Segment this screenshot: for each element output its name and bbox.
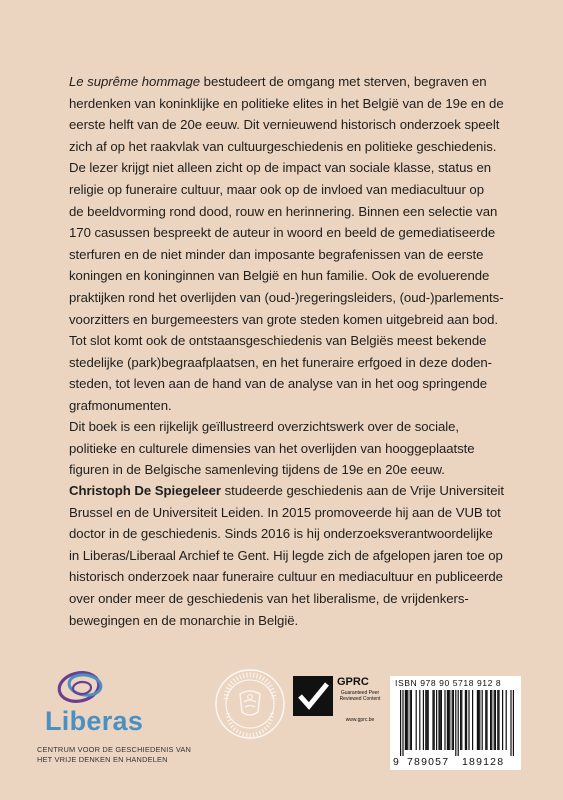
ean-first-digit: 9 (393, 756, 401, 768)
barcode-bar (502, 690, 503, 750)
blurb-line (69, 93, 509, 115)
summary-line: Dit boek is een rijkelijk geïllustreerd overzichtswerk over de sociale, (69, 419, 460, 434)
barcode-bar (497, 690, 498, 750)
barcode-bar (444, 690, 445, 750)
author-line: over onder meer de geschiedenis van het liberalisme, de vrijdenkers- (69, 590, 469, 606)
summary-line: figuren in de Belgische samenleving tijdens de 19e en 20e eeuw. (69, 462, 445, 478)
author-paragraph (69, 480, 509, 631)
blurb-line-text: koningen en koninginnen van België en hun familie. Ook de evoluerende (69, 268, 490, 284)
barcode-bar (447, 690, 448, 750)
barcode-bar (506, 690, 507, 750)
blurb-line-text: steden, tot leven aan de hand van de analyse van in het oog springende (69, 376, 488, 392)
barcode-bars (390, 690, 521, 756)
author-line-text: studeerde geschiedenis aan de Vrije Universiteit (221, 483, 504, 498)
blurb-line (69, 157, 509, 179)
liberas-wordmark: Liberas (45, 706, 144, 736)
barcode-bar (400, 690, 401, 756)
blurb-line-text: voorzitters en burgemeesters van grote steden komen uitgebreid aan bod. (69, 311, 498, 327)
checkmark-icon (293, 676, 333, 716)
blurb-line-text: herdenken van koninklijke en politieke elites in het België van de 19e en de (69, 95, 504, 111)
barcode-bar (466, 690, 467, 750)
author-bio (69, 480, 509, 631)
blurb-line (69, 136, 509, 158)
barcode-bar (410, 690, 411, 750)
author-line: doctor in de geschiedenis. Sinds 2016 is hij onderzoeksverantwoordelijke (69, 526, 493, 542)
blurb-line-text: eerste helft van de 20e eeuw. Dit vernieuwend historisch onderzoek speelt (69, 117, 500, 133)
ean-left-group: 789057 (407, 756, 450, 768)
summary-paragraph (69, 416, 509, 481)
barcode-bar (405, 690, 406, 750)
barcode-bar (460, 690, 461, 750)
barcode-bar (402, 690, 403, 756)
blurb-line-text: zich af op het raakvlak van cultuurgeschiedenis en politieke geschiedenis. (69, 138, 497, 154)
barcode-bar (440, 690, 441, 750)
blurb-line-text: grafmonumenten. (69, 397, 172, 413)
barcode-bar (477, 690, 478, 750)
author-line: bewegingen en de monarchie in België. (69, 612, 299, 628)
barcode-bar (482, 690, 483, 750)
university-seal-icon (214, 668, 286, 740)
barcode-bar (434, 690, 435, 750)
gprc-caption: Guaranteed Peer Reviewed Content (339, 690, 381, 703)
barcode-bar (478, 690, 479, 750)
barcode-bar (491, 690, 492, 750)
blurb-line-text: religie op funeraire cultuur, maar ook op de invloed van mediacultuur op (69, 181, 484, 197)
ean-right-group: 189128 (462, 756, 505, 768)
barcode-bar (407, 690, 408, 750)
blurb-line (69, 71, 509, 93)
author-line: Brussel en de Universiteit Leiden. In 2015 promoveerde hij aan de VUB tot (69, 504, 501, 520)
isbn-label: ISBN 978 90 5718 912 8 (395, 678, 502, 688)
blurb-line-text: de beeldvorming rond dood, rouw en herinnering. Binnen een selectie van (69, 203, 498, 219)
blurb-line (69, 352, 509, 374)
barcode-bar (490, 690, 491, 750)
barcode-bar (494, 690, 495, 750)
barcode-bar (452, 690, 453, 750)
liberas-logo (37, 668, 195, 768)
blurb-line (69, 373, 509, 395)
barcode-bar (432, 690, 433, 750)
blurb-paragraph (69, 71, 509, 417)
author-line (69, 480, 509, 502)
gprc-title: GPRC (337, 676, 369, 688)
barcode-bar (438, 690, 439, 750)
barcode-bar (468, 690, 469, 750)
barcode-bar (458, 690, 459, 756)
barcode-bar (453, 690, 454, 750)
liberas-tagline-line: HET VRIJE DENKEN EN HANDELEN (37, 755, 168, 764)
blurb-line-text: De lezer krijgt niet alleen zicht op de impact van sociale klasse, status en (69, 160, 492, 176)
barcode-bar (448, 690, 449, 750)
barcode-bar (495, 690, 496, 750)
barcode-bar (428, 690, 429, 750)
liberas-tagline (37, 745, 207, 765)
blurb-line (69, 201, 509, 223)
barcode-bar (472, 690, 473, 750)
barcode-bar (436, 690, 437, 750)
blurb-line (69, 265, 509, 287)
blurb-line (69, 179, 509, 201)
blurb-line-text: Tot slot komt ook de ontstaansgeschiedenis van Belgiës meest bekende (69, 333, 487, 349)
blurb-line (69, 114, 509, 136)
blurb-line (69, 309, 509, 331)
barcode-bar (419, 690, 420, 750)
barcode-bar (455, 690, 456, 756)
blurb (69, 71, 509, 417)
barcode-bar (486, 690, 487, 750)
blurb-line (69, 330, 509, 352)
barcode-bar (441, 690, 442, 750)
gprc-logo (293, 676, 381, 732)
barcode-bar (423, 690, 424, 750)
barcode-bar (406, 690, 407, 750)
isbn-barcode (390, 676, 521, 770)
logo-row (0, 660, 563, 770)
gprc-url: www.gprc.be (345, 717, 375, 723)
author-line: in Liberas/Liberaal Archief te Gent. Hij legde zich de afgelopen jaren toe op (69, 547, 503, 563)
barcode-bar (411, 690, 412, 750)
blurb-line-text: sterfuren en de niet minder dan imposante begrafenissen van de eerste (69, 246, 484, 262)
barcode-bar (461, 690, 462, 750)
blurb-line (69, 287, 509, 309)
barcode-bar (485, 690, 486, 750)
barcode-bar (498, 690, 499, 750)
blurb-line-text: stedelijke (park)begraafplaatsen, en het funeraire erfgoed in deze doden- (69, 354, 493, 370)
author-line: historisch onderzoek naar funeraire cultuur en mediacultuur en publiceerde (69, 569, 503, 585)
blurb-line-text: 170 casussen bespreekt de auteur in woord en beeld de gemediatiseerde (69, 225, 496, 241)
blurb-line-text: bestudeert de omgang met sterven, begraven en (200, 74, 487, 89)
barcode-bar (449, 690, 450, 750)
blurb-line (69, 244, 509, 266)
barcode-bar (416, 690, 417, 750)
barcode-bar (510, 690, 511, 756)
barcode-bar (426, 690, 427, 750)
blurb-line-text: praktijken rond het overlijden van (oud-)regeringsleiders, (oud-)parlements- (69, 289, 504, 305)
liberas-swirl-icon (55, 668, 115, 708)
barcode-bar (465, 690, 466, 750)
summary (69, 416, 509, 481)
barcode-bar (513, 690, 514, 756)
blurb-line (69, 395, 509, 417)
book-title: Le suprême hommage (69, 74, 201, 89)
summary-line: politieke en culturele dimensies van het overlijden van hooggeplaatste (69, 440, 475, 456)
blurb-line (69, 222, 509, 244)
author-name: Christoph De Spiegeleer (69, 483, 222, 498)
barcode-bar (479, 690, 480, 750)
barcode-bar (425, 690, 426, 750)
liberas-tagline-line: CENTRUM VOOR DE GESCHIEDENIS VAN (37, 745, 192, 754)
